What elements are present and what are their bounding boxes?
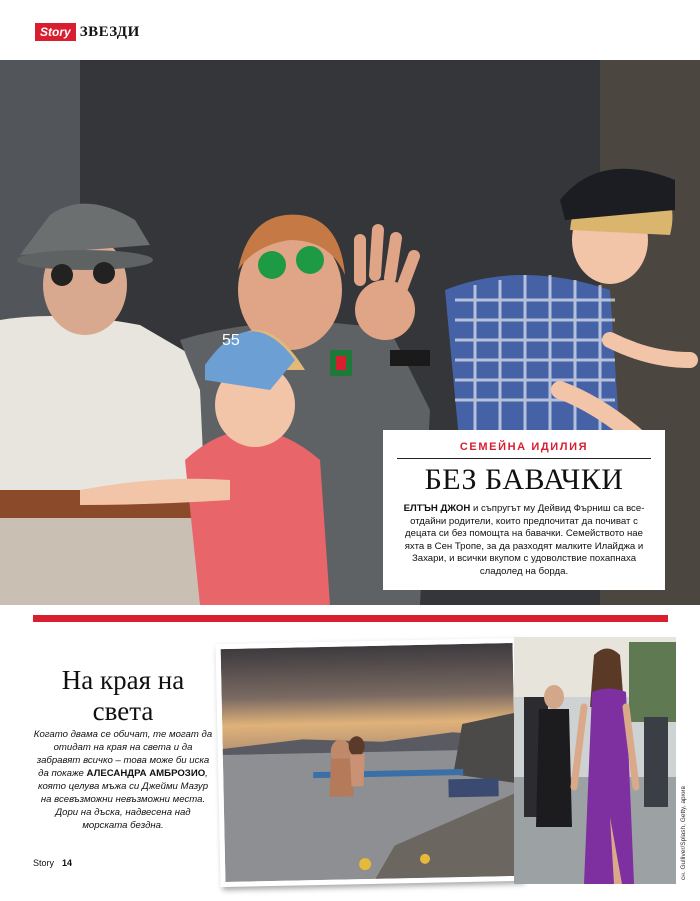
footer-magazine: Story xyxy=(33,858,55,868)
caption-body: и съпругът му Дейвид Фърниш са все-отдайни родители, които предпочитат да почиват с децата си без помощта на бавачки. Семейството нае яхта в Сен Тропе, за да разходят малките Илайджа и Захари, и всички вкупом с удоволствие похапнаха сладолед на борда. xyxy=(404,503,645,577)
caption-headline: БЕЗ БАВАЧКИ xyxy=(424,463,624,496)
kicker-divider xyxy=(397,458,651,459)
page-footer xyxy=(33,858,72,868)
caption-text xyxy=(397,503,651,578)
caption-kicker: СЕМЕЙНА ИДИЛИЯ xyxy=(459,441,589,453)
article-title xyxy=(33,665,213,727)
street-illustration xyxy=(514,637,676,884)
cap-print: 55 xyxy=(222,332,240,349)
article-name-highlight: АЛЕСАНДРА АМБРОЗИО xyxy=(86,768,206,779)
hero-caption-box xyxy=(383,430,665,590)
photo-red-carpet xyxy=(514,637,676,884)
section-divider xyxy=(33,615,668,622)
page-header xyxy=(35,22,140,42)
photo-credit: сн. Gulliver/Splash, Getty, архив xyxy=(680,786,687,880)
article-title-line1: На края на xyxy=(61,665,185,695)
photo-sunset-couple xyxy=(215,638,522,887)
hero-photo xyxy=(0,60,700,605)
article-body-rest: , която целува мъжа си Джейми Мазур на всевъзможни невъзможни места. Дори на дъска, надвесена над морската бездна. xyxy=(37,768,209,831)
article-title-line2: света xyxy=(92,696,154,726)
page-number: 14 xyxy=(62,858,73,868)
article-body xyxy=(33,728,213,832)
story-logo-badge: Story xyxy=(35,23,76,41)
article-body-intro: Когато двама се обичат, те могат да отидат на края на света и да забравят всичко – това може би иска да покаже xyxy=(33,729,213,779)
caption-lead-name: ЕЛТЪН ДЖОН xyxy=(403,503,471,514)
section-title: ЗВЕЗДИ xyxy=(79,23,140,40)
sunset-illustration xyxy=(221,643,518,882)
